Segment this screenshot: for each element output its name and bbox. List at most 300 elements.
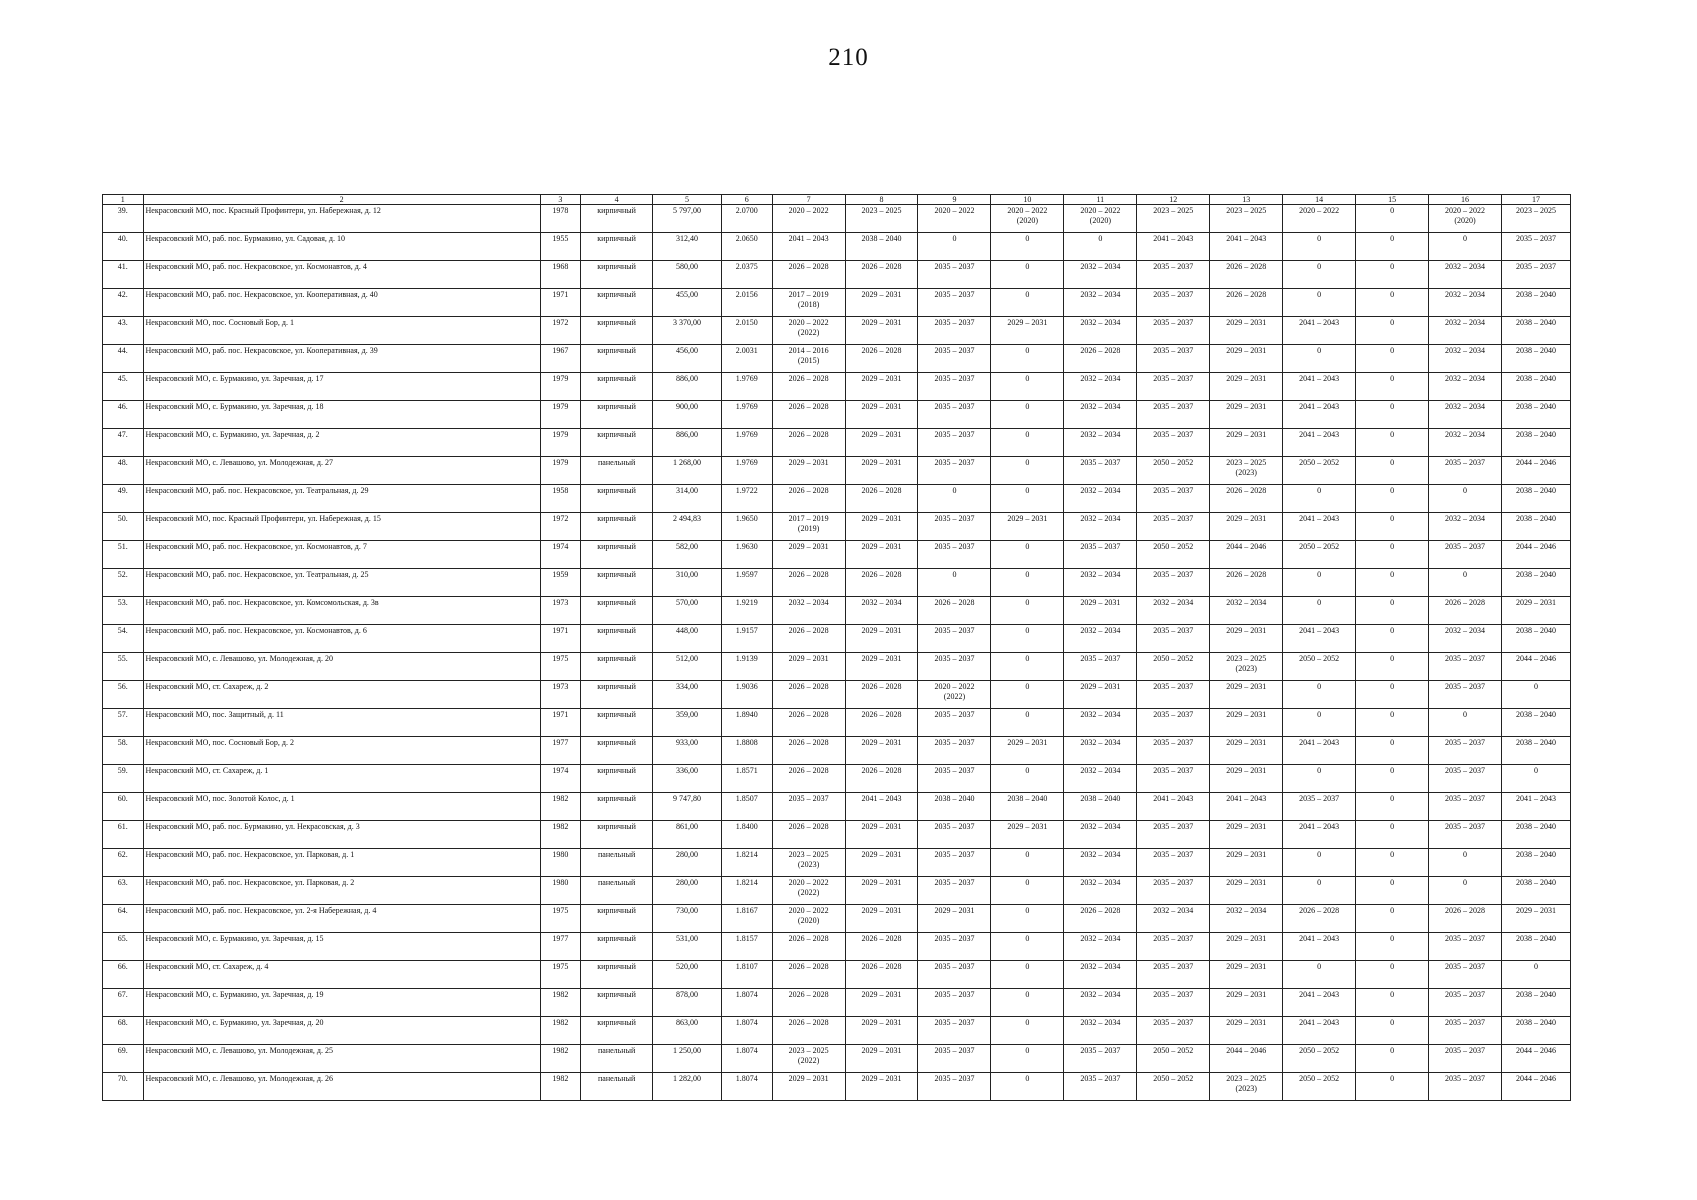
table-cell: 2035 – 2037: [1137, 261, 1210, 289]
table-cell: 2038 – 2040: [1501, 989, 1570, 1017]
table-cell: 2038 – 2040: [1501, 709, 1570, 737]
table-cell: кирпичный: [581, 933, 653, 961]
table-cell: 1975: [540, 961, 581, 989]
table-cell: кирпичный: [581, 653, 653, 681]
table-cell: 1.8400: [721, 821, 772, 849]
table-cell: 2029 – 2031: [1210, 933, 1283, 961]
table-cell: 55.: [103, 653, 144, 681]
table-row: [103, 681, 1571, 709]
table-cell: 1 282,00: [653, 1073, 722, 1101]
table-cell: 2029 – 2031: [845, 849, 918, 877]
table-cell: 2026 – 2028: [845, 569, 918, 597]
table-cell: 2026 – 2028: [772, 709, 845, 737]
table-cell: 45.: [103, 373, 144, 401]
address-cell: Некрасовский МО, ст. Сахареж, д. 1: [143, 765, 540, 793]
table-cell: 2035 – 2037: [918, 989, 991, 1017]
table-cell: [772, 345, 845, 373]
table-cell: 0: [1356, 541, 1429, 569]
address-cell: Некрасовский МО, с. Левашово, ул. Молодежная, д. 27: [143, 457, 540, 485]
table-cell: 1.9219: [721, 597, 772, 625]
table-cell: 2038 – 2040: [1501, 625, 1570, 653]
table-cell: 0: [991, 373, 1064, 401]
table-row: [103, 1073, 1571, 1101]
table-cell: 2041 – 2043: [1283, 737, 1356, 765]
table-cell: [772, 317, 845, 345]
table-cell: 2026 – 2028: [1210, 485, 1283, 513]
table-cell: кирпичный: [581, 345, 653, 373]
column-header: 9: [918, 195, 991, 205]
table-cell: 2026 – 2028: [772, 625, 845, 653]
column-header: 7: [772, 195, 845, 205]
table-cell: 2050 – 2052: [1283, 653, 1356, 681]
table-cell: 0: [1501, 765, 1570, 793]
table-cell: 0: [1356, 933, 1429, 961]
table-cell: 52.: [103, 569, 144, 597]
table-cell: 2032 – 2034: [1064, 933, 1137, 961]
table-row: [103, 569, 1571, 597]
table-cell: 2035 – 2037: [1137, 737, 1210, 765]
table-cell: 0: [991, 989, 1064, 1017]
table-cell: 2035 – 2037: [1064, 457, 1137, 485]
cell-line: (2020): [1089, 216, 1111, 225]
table-cell: 2029 – 2031: [772, 1073, 845, 1101]
table-cell: 280,00: [653, 877, 722, 905]
table-cell: 2032 – 2034: [1429, 401, 1502, 429]
table-cell: 0: [991, 1017, 1064, 1045]
cell-line: 2020 – 2022: [788, 318, 829, 327]
table-cell: 0: [1356, 401, 1429, 429]
table-cell: кирпичный: [581, 821, 653, 849]
table-cell: кирпичный: [581, 625, 653, 653]
table-cell: 2050 – 2052: [1283, 457, 1356, 485]
table-cell: 2032 – 2034: [1210, 905, 1283, 933]
table-cell: 0: [918, 569, 991, 597]
table-cell: 2035 – 2037: [1137, 849, 1210, 877]
table-cell: [991, 205, 1064, 233]
table-cell: 2026 – 2028: [1064, 345, 1137, 373]
table-cell: 2035 – 2037: [1429, 1017, 1502, 1045]
table-cell: 48.: [103, 457, 144, 485]
table-cell: 2044 – 2046: [1501, 1045, 1570, 1073]
table-cell: 2029 – 2031: [772, 457, 845, 485]
table-cell: 1971: [540, 625, 581, 653]
table-cell: 0: [991, 597, 1064, 625]
table-cell: 2035 – 2037: [918, 737, 991, 765]
table-cell: 336,00: [653, 765, 722, 793]
table-cell: [1429, 205, 1502, 233]
table-cell: 2 494,83: [653, 513, 722, 541]
table-cell: 2038 – 2040: [1501, 401, 1570, 429]
table-cell: 1 250,00: [653, 1045, 722, 1073]
table-cell: 2035 – 2037: [918, 1017, 991, 1045]
table-cell: 0: [1356, 289, 1429, 317]
table-cell: кирпичный: [581, 737, 653, 765]
table-cell: 2032 – 2034: [845, 597, 918, 625]
table-cell: 1.9157: [721, 625, 772, 653]
table-cell: 1980: [540, 877, 581, 905]
table-cell: 1982: [540, 1017, 581, 1045]
table-cell: 0: [1356, 345, 1429, 373]
table-cell: 0: [1356, 1045, 1429, 1073]
table-cell: 2041 – 2043: [1283, 1017, 1356, 1045]
table-cell: 2035 – 2037: [918, 317, 991, 345]
table-cell: 1979: [540, 429, 581, 457]
table-cell: 0: [991, 429, 1064, 457]
cell-line: (2019): [797, 524, 820, 533]
table-row: [103, 513, 1571, 541]
table-cell: 1.9769: [721, 429, 772, 457]
table-cell: 2035 – 2037: [1137, 821, 1210, 849]
table-cell: 2023 – 2025: [1501, 205, 1570, 233]
table-cell: 0: [1429, 233, 1502, 261]
table-row: [103, 989, 1571, 1017]
table-cell: 2050 – 2052: [1137, 457, 1210, 485]
table-cell: 2026 – 2028: [772, 485, 845, 513]
table-cell: 359,00: [653, 709, 722, 737]
table-cell: 2032 – 2034: [1064, 261, 1137, 289]
table-cell: 0: [1064, 233, 1137, 261]
table-cell: 2035 – 2037: [1429, 765, 1502, 793]
table-cell: 2035 – 2037: [918, 401, 991, 429]
table-cell: 1.9722: [721, 485, 772, 513]
table-cell: 2035 – 2037: [1429, 457, 1502, 485]
table-cell: 2026 – 2028: [772, 569, 845, 597]
table-cell: [772, 289, 845, 317]
table-cell: 0: [1283, 961, 1356, 989]
table-cell: 59.: [103, 765, 144, 793]
table-cell: кирпичный: [581, 429, 653, 457]
table-cell: 2029 – 2031: [1210, 429, 1283, 457]
table-cell: [772, 849, 845, 877]
table-cell: 0: [1501, 961, 1570, 989]
table-cell: 2.0156: [721, 289, 772, 317]
table-cell: 2029 – 2031: [845, 317, 918, 345]
table-cell: 2038 – 2040: [1501, 429, 1570, 457]
table-cell: 280,00: [653, 849, 722, 877]
table-cell: 2029 – 2031: [1501, 597, 1570, 625]
table-cell: 2026 – 2028: [845, 681, 918, 709]
table-cell: 2029 – 2031: [918, 905, 991, 933]
table-cell: 0: [1283, 233, 1356, 261]
table-cell: 0: [991, 233, 1064, 261]
housing-repair-schedule-table: [102, 194, 1571, 1101]
address-cell: Некрасовский МО, с. Бурмакино, ул. Заречная, д. 19: [143, 989, 540, 1017]
table-cell: 0: [991, 905, 1064, 933]
table-cell: 1.9769: [721, 401, 772, 429]
table-cell: 39.: [103, 205, 144, 233]
table-cell: 0: [991, 1073, 1064, 1101]
table-row: [103, 849, 1571, 877]
table-cell: 1.8074: [721, 1017, 772, 1045]
cell-line: (2020): [1016, 216, 1039, 225]
table-row: [103, 345, 1571, 373]
cell-line: 2020 – 2022: [1007, 206, 1048, 215]
address-cell: Некрасовский МО, с. Бурмакино, ул. Заречная, д. 20: [143, 1017, 540, 1045]
table-cell: 2029 – 2031: [845, 401, 918, 429]
address-cell: Некрасовский МО, пос. Золотой Колос, д. 1: [143, 793, 540, 821]
cell-line: 2017 – 2019: [788, 290, 829, 299]
table-cell: 0: [1429, 569, 1502, 597]
table-cell: 2029 – 2031: [1210, 961, 1283, 989]
address-cell: Некрасовский МО, раб. пос. Некрасовское, ул. Космонавтов, д. 6: [143, 625, 540, 653]
table-cell: 2026 – 2028: [1210, 289, 1283, 317]
table-row: [103, 317, 1571, 345]
cell-line: 2020 – 2022: [788, 878, 829, 887]
cell-line: (2023): [797, 860, 820, 869]
table-cell: 2032 – 2034: [1064, 765, 1137, 793]
table-cell: 0: [1356, 429, 1429, 457]
address-cell: Некрасовский МО, с. Бурмакино, ул. Заречная, д. 2: [143, 429, 540, 457]
table-cell: [772, 877, 845, 905]
table-cell: [772, 1045, 845, 1073]
table-cell: 2032 – 2034: [1429, 317, 1502, 345]
table-cell: 312,40: [653, 233, 722, 261]
table-cell: 2032 – 2034: [1429, 625, 1502, 653]
table-cell: 2035 – 2037: [1429, 933, 1502, 961]
table-cell: 0: [991, 681, 1064, 709]
address-cell: Некрасовский МО, ст. Сахареж, д. 2: [143, 681, 540, 709]
table-cell: 2035 – 2037: [1501, 261, 1570, 289]
table-cell: 54.: [103, 625, 144, 653]
table-cell: 1968: [540, 261, 581, 289]
table-cell: 2032 – 2034: [1429, 373, 1502, 401]
table-cell: 2029 – 2031: [1210, 877, 1283, 905]
cell-line: 2023 – 2025: [1226, 654, 1267, 663]
table-cell: 0: [991, 765, 1064, 793]
table-row: [103, 1017, 1571, 1045]
table-cell: 1967: [540, 345, 581, 373]
address-cell: Некрасовский МО, раб. пос. Некрасовское, ул. Театральная, д. 25: [143, 569, 540, 597]
table-cell: 2035 – 2037: [918, 653, 991, 681]
table-row: [103, 457, 1571, 485]
table-cell: 0: [1283, 345, 1356, 373]
table-cell: кирпичный: [581, 1017, 653, 1045]
table-cell: 2035 – 2037: [1429, 821, 1502, 849]
table-row: [103, 709, 1571, 737]
table-cell: 1.9597: [721, 569, 772, 597]
table-cell: 456,00: [653, 345, 722, 373]
address-cell: Некрасовский МО, раб. пос. Некрасовское, ул. Комсомольская, д. 3в: [143, 597, 540, 625]
table-cell: 2041 – 2043: [1210, 233, 1283, 261]
table-cell: 0: [1501, 681, 1570, 709]
table-cell: 2023 – 2025: [1210, 205, 1283, 233]
table-cell: 0: [1429, 709, 1502, 737]
table-cell: 2041 – 2043: [1283, 401, 1356, 429]
table-cell: кирпичный: [581, 709, 653, 737]
table-cell: 0: [991, 401, 1064, 429]
table-cell: 2035 – 2037: [918, 1073, 991, 1101]
table-cell: 2032 – 2034: [1429, 429, 1502, 457]
table-cell: 51.: [103, 541, 144, 569]
table-cell: 1974: [540, 541, 581, 569]
table-cell: 2029 – 2031: [1210, 1017, 1283, 1045]
table-cell: 2026 – 2028: [1429, 905, 1502, 933]
table-cell: 2029 – 2031: [845, 989, 918, 1017]
table-cell: 2035 – 2037: [1064, 541, 1137, 569]
table-cell: 2029 – 2031: [1210, 625, 1283, 653]
table-cell: 2038 – 2040: [1501, 485, 1570, 513]
table-cell: панельный: [581, 1045, 653, 1073]
table-cell: 2035 – 2037: [1137, 989, 1210, 1017]
table-cell: 2041 – 2043: [1283, 989, 1356, 1017]
table-cell: 2035 – 2037: [918, 261, 991, 289]
table-row: [103, 261, 1571, 289]
table-cell: 2020 – 2022: [772, 205, 845, 233]
table-cell: кирпичный: [581, 681, 653, 709]
table-cell: 0: [1356, 793, 1429, 821]
table-cell: 2029 – 2031: [845, 821, 918, 849]
table-cell: 0: [991, 289, 1064, 317]
table-cell: 2044 – 2046: [1501, 541, 1570, 569]
table-cell: 2026 – 2028: [1064, 905, 1137, 933]
table-cell: 47.: [103, 429, 144, 457]
table-cell: 68.: [103, 1017, 144, 1045]
table-cell: 2029 – 2031: [1210, 317, 1283, 345]
table-cell: 2044 – 2046: [1501, 653, 1570, 681]
address-cell: Некрасовский МО, раб. пос. Некрасовское, ул. Парковая, д. 1: [143, 849, 540, 877]
table-cell: кирпичный: [581, 373, 653, 401]
cell-line: (2022): [797, 328, 820, 337]
table-cell: 67.: [103, 989, 144, 1017]
table-cell: 1.9769: [721, 373, 772, 401]
table-cell: 2035 – 2037: [1429, 1045, 1502, 1073]
table-cell: кирпичный: [581, 961, 653, 989]
table-cell: 0: [1356, 569, 1429, 597]
table-cell: 531,00: [653, 933, 722, 961]
table-cell: кирпичный: [581, 793, 653, 821]
table-cell: 0: [991, 569, 1064, 597]
table-cell: 66.: [103, 961, 144, 989]
table-cell: 2029 – 2031: [845, 1045, 918, 1073]
table-cell: 0: [1283, 709, 1356, 737]
address-cell: Некрасовский МО, раб. пос. Некрасовское, ул. Космонавтов, д. 7: [143, 541, 540, 569]
table-cell: 2035 – 2037: [1064, 1045, 1137, 1073]
table-cell: 0: [991, 625, 1064, 653]
table-cell: 2035 – 2037: [1137, 625, 1210, 653]
table-cell: 2029 – 2031: [1210, 401, 1283, 429]
table-row: [103, 289, 1571, 317]
table-cell: панельный: [581, 1073, 653, 1101]
column-header: 10: [991, 195, 1064, 205]
cell-line: 2020 – 2022: [1445, 206, 1486, 215]
table-cell: 2035 – 2037: [1137, 485, 1210, 513]
table-cell: 2020 – 2022: [1283, 205, 1356, 233]
table-cell: 2032 – 2034: [1210, 597, 1283, 625]
table-cell: [772, 905, 845, 933]
table-cell: кирпичный: [581, 905, 653, 933]
table-row: [103, 737, 1571, 765]
table-cell: 2029 – 2031: [991, 317, 1064, 345]
table-cell: 2041 – 2043: [1210, 793, 1283, 821]
table-cell: 43.: [103, 317, 144, 345]
column-header: 5: [653, 195, 722, 205]
address-cell: Некрасовский МО, с. Левашово, ул. Молодежная, д. 20: [143, 653, 540, 681]
table-cell: 2038 – 2040: [1064, 793, 1137, 821]
table-cell: 2.0650: [721, 233, 772, 261]
table-cell: 2.0375: [721, 261, 772, 289]
table-cell: 0: [991, 485, 1064, 513]
table-cell: 2020 – 2022: [918, 205, 991, 233]
cell-line: 2023 – 2025: [788, 850, 829, 859]
table-cell: 2026 – 2028: [772, 429, 845, 457]
table-cell: [1210, 653, 1283, 681]
table-cell: 1.8940: [721, 709, 772, 737]
table-cell: 0: [1356, 653, 1429, 681]
table-row: [103, 541, 1571, 569]
address-cell: Некрасовский МО, раб. пос. Бурмакино, ул. Садовая, д. 10: [143, 233, 540, 261]
table-cell: 2035 – 2037: [918, 457, 991, 485]
table-cell: 1.8074: [721, 989, 772, 1017]
table-cell: 0: [918, 485, 991, 513]
table-cell: 2026 – 2028: [772, 681, 845, 709]
table-cell: 2029 – 2031: [845, 513, 918, 541]
table-cell: 2035 – 2037: [1137, 709, 1210, 737]
cell-line: (2022): [943, 692, 966, 701]
table-cell: 2035 – 2037: [918, 345, 991, 373]
table-cell: 2032 – 2034: [1064, 989, 1137, 1017]
table-cell: 2041 – 2043: [1283, 625, 1356, 653]
table-cell: 582,00: [653, 541, 722, 569]
table-cell: 2035 – 2037: [1429, 681, 1502, 709]
table-cell: 0: [1356, 317, 1429, 345]
address-cell: Некрасовский МО, пос. Красный Профинтерн, ул. Набережная, д. 12: [143, 205, 540, 233]
table-cell: 2032 – 2034: [1064, 877, 1137, 905]
table-cell: 878,00: [653, 989, 722, 1017]
table-cell: 2029 – 2031: [1210, 737, 1283, 765]
table-cell: 0: [1283, 877, 1356, 905]
table-cell: 0: [1356, 681, 1429, 709]
table-row: [103, 877, 1571, 905]
table-cell: 2029 – 2031: [772, 541, 845, 569]
table-cell: 2035 – 2037: [1137, 569, 1210, 597]
table-cell: 2035 – 2037: [918, 289, 991, 317]
table-cell: 2.0700: [721, 205, 772, 233]
table-cell: 861,00: [653, 821, 722, 849]
table-cell: [918, 681, 991, 709]
table-cell: 1.9139: [721, 653, 772, 681]
table-cell: 0: [991, 541, 1064, 569]
column-header: 1: [103, 195, 144, 205]
table-cell: 2032 – 2034: [1429, 345, 1502, 373]
table-cell: 2026 – 2028: [772, 961, 845, 989]
table-cell: 42.: [103, 289, 144, 317]
table-cell: 64.: [103, 905, 144, 933]
cell-line: (2015): [797, 356, 820, 365]
table-row: [103, 1045, 1571, 1073]
table-cell: 2038 – 2040: [1501, 345, 1570, 373]
table-cell: 2041 – 2043: [1137, 793, 1210, 821]
cell-line: (2018): [797, 300, 820, 309]
table-cell: 2029 – 2031: [845, 737, 918, 765]
table-cell: 2029 – 2031: [1210, 373, 1283, 401]
table-cell: 2041 – 2043: [1283, 429, 1356, 457]
column-header: 12: [1137, 195, 1210, 205]
table-cell: 448,00: [653, 625, 722, 653]
table-cell: 2035 – 2037: [1137, 289, 1210, 317]
table-cell: 2035 – 2037: [1137, 765, 1210, 793]
address-cell: Некрасовский МО, с. Бурмакино, ул. Заречная, д. 17: [143, 373, 540, 401]
table-row: [103, 233, 1571, 261]
table-cell: 0: [1356, 457, 1429, 485]
table-cell: 0: [991, 457, 1064, 485]
table-cell: кирпичный: [581, 541, 653, 569]
table-cell: кирпичный: [581, 261, 653, 289]
table-cell: 61.: [103, 821, 144, 849]
table-cell: 1.8214: [721, 877, 772, 905]
table-cell: 0: [991, 653, 1064, 681]
table-cell: 2041 – 2043: [1283, 373, 1356, 401]
table-cell: 1973: [540, 681, 581, 709]
